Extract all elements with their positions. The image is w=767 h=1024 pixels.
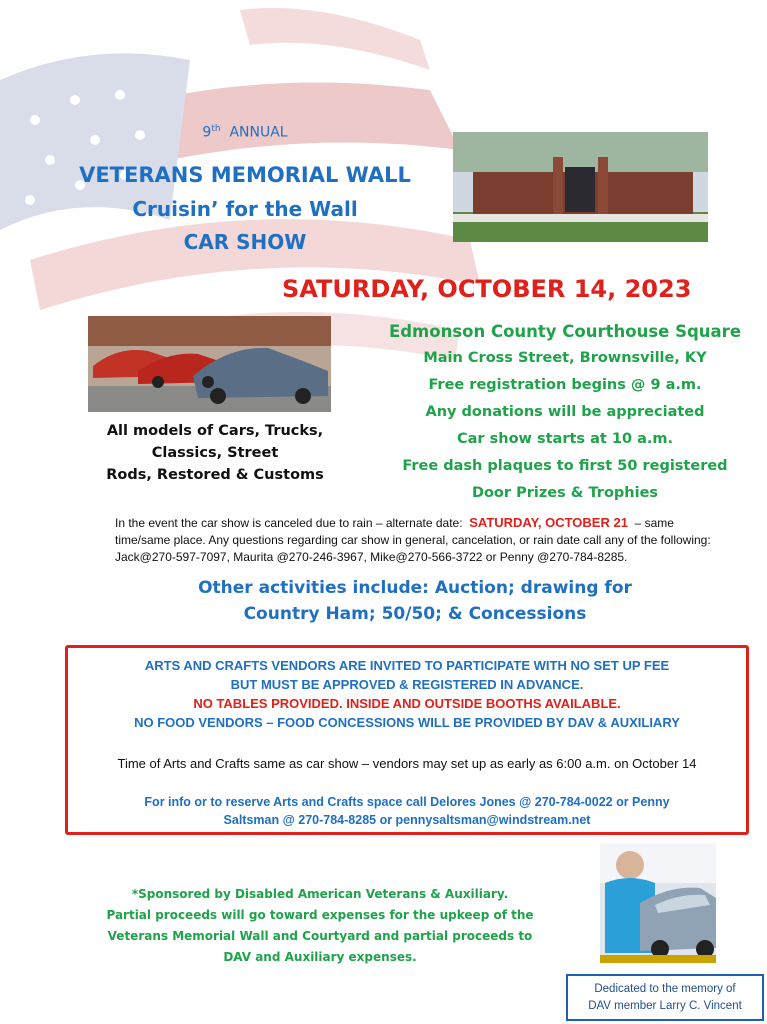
rain-prefix: In the event the car show is canceled due to rain – alternate date: [115, 516, 463, 530]
sponsor-line-1: *Sponsored by Disabled American Veterans & Auxiliary. [131, 887, 509, 901]
sponsor-line-3: Veterans Memorial Wall and Courtyard and partial proceeds to [107, 929, 533, 943]
other-line-1: Other activities include: Auction; drawing for [198, 578, 632, 598]
classic-cars-photo [88, 316, 331, 412]
sponsor-text [100, 884, 540, 968]
other-activities [150, 575, 680, 627]
rain-date-notice [115, 514, 715, 566]
vendors-box [65, 645, 749, 835]
sponsor-line-2: Partial proceeds will go toward expenses for the upkeep of the [106, 908, 534, 922]
vendor-info-line-2: Saltsman @ 270-784-8285 or pennysaltsman@windstream.net [223, 813, 591, 827]
title-line-2: Cruisin’ for the Wall [132, 197, 358, 221]
annual-word: ANNUAL [229, 124, 288, 141]
vehicle-models-text [95, 420, 335, 486]
vendor-line-3: NO TABLES PROVIDED. INSIDE AND OUTSIDE BOOTHS AVAILABLE. [193, 696, 621, 711]
memorial-wall-photo [453, 132, 708, 242]
annual-superscript: th [211, 124, 221, 134]
title-line-1: VETERANS MEMORIAL WALL [79, 163, 411, 187]
event-date: SATURDAY, OCTOBER 14, 2023 [282, 275, 692, 303]
vendor-line-4: NO FOOD VENDORS – FOOD CONCESSIONS WILL BE PROVIDED BY DAV & AUXILIARY [134, 715, 680, 730]
street-line: Main Cross Street, Brownsville, KY [423, 350, 707, 366]
vendor-line-2: BUT MUST BE APPROVED & REGISTERED IN ADVANCE. [230, 677, 584, 692]
dedication-line-1: Dedicated to the memory of [594, 983, 736, 995]
memorial-person-photo [600, 843, 716, 963]
start-time-line: Car show starts at 10 a.m. [457, 431, 673, 447]
models-line-3: Rods, Restored & Customs [106, 467, 324, 483]
other-line-2: Country Ham; 50/50; & Concessions [243, 604, 587, 624]
registration-line: Free registration begins @ 9 a.m. [428, 377, 702, 393]
annual-number: 9 [202, 124, 212, 141]
event-details [385, 318, 745, 507]
vendor-info [68, 793, 746, 829]
vendor-info-line-1: For info or to reserve Arts and Crafts space call Delores Jones @ 270-784-0022 or Penny [144, 795, 670, 809]
models-line-2: Classics, Street [151, 445, 279, 461]
sponsor-line-4: DAV and Auxiliary expenses. [223, 950, 417, 964]
prizes-line: Door Prizes & Trophies [471, 485, 659, 501]
donations-line: Any donations will be appreciated [425, 404, 705, 420]
rain-alt-date: SATURDAY, OCTOBER 21 [469, 515, 628, 530]
plaques-line: Free dash plaques to first 50 registered [402, 458, 728, 474]
dedication-line-2: DAV member Larry C. Vincent [588, 1000, 742, 1012]
annual-label [170, 124, 320, 141]
title-line-3: CAR SHOW [183, 230, 307, 254]
location-line: Edmonson County Courthouse Square [388, 322, 742, 341]
models-line-1: All models of Cars, Trucks, [106, 423, 324, 439]
vendor-line-1: ARTS AND CRAFTS VENDORS ARE INVITED TO PARTICIPATE WITH NO SET UP FEE [144, 658, 670, 673]
rain-suffix: – same time/same place. Any questions regarding car show in general, cancelation, or rain date call any of the following: Jack@270-597-7097, Maurita @270-246-3967, Mike@270-566-3722 or Penny @270-784-8285. [115, 516, 711, 564]
dedication-box [566, 974, 764, 1021]
vendor-time: Time of Arts and Crafts same as car show – vendors may set up as early as 6:00 a.m. on October 14 [117, 756, 697, 771]
vendor-announcement [68, 656, 746, 732]
